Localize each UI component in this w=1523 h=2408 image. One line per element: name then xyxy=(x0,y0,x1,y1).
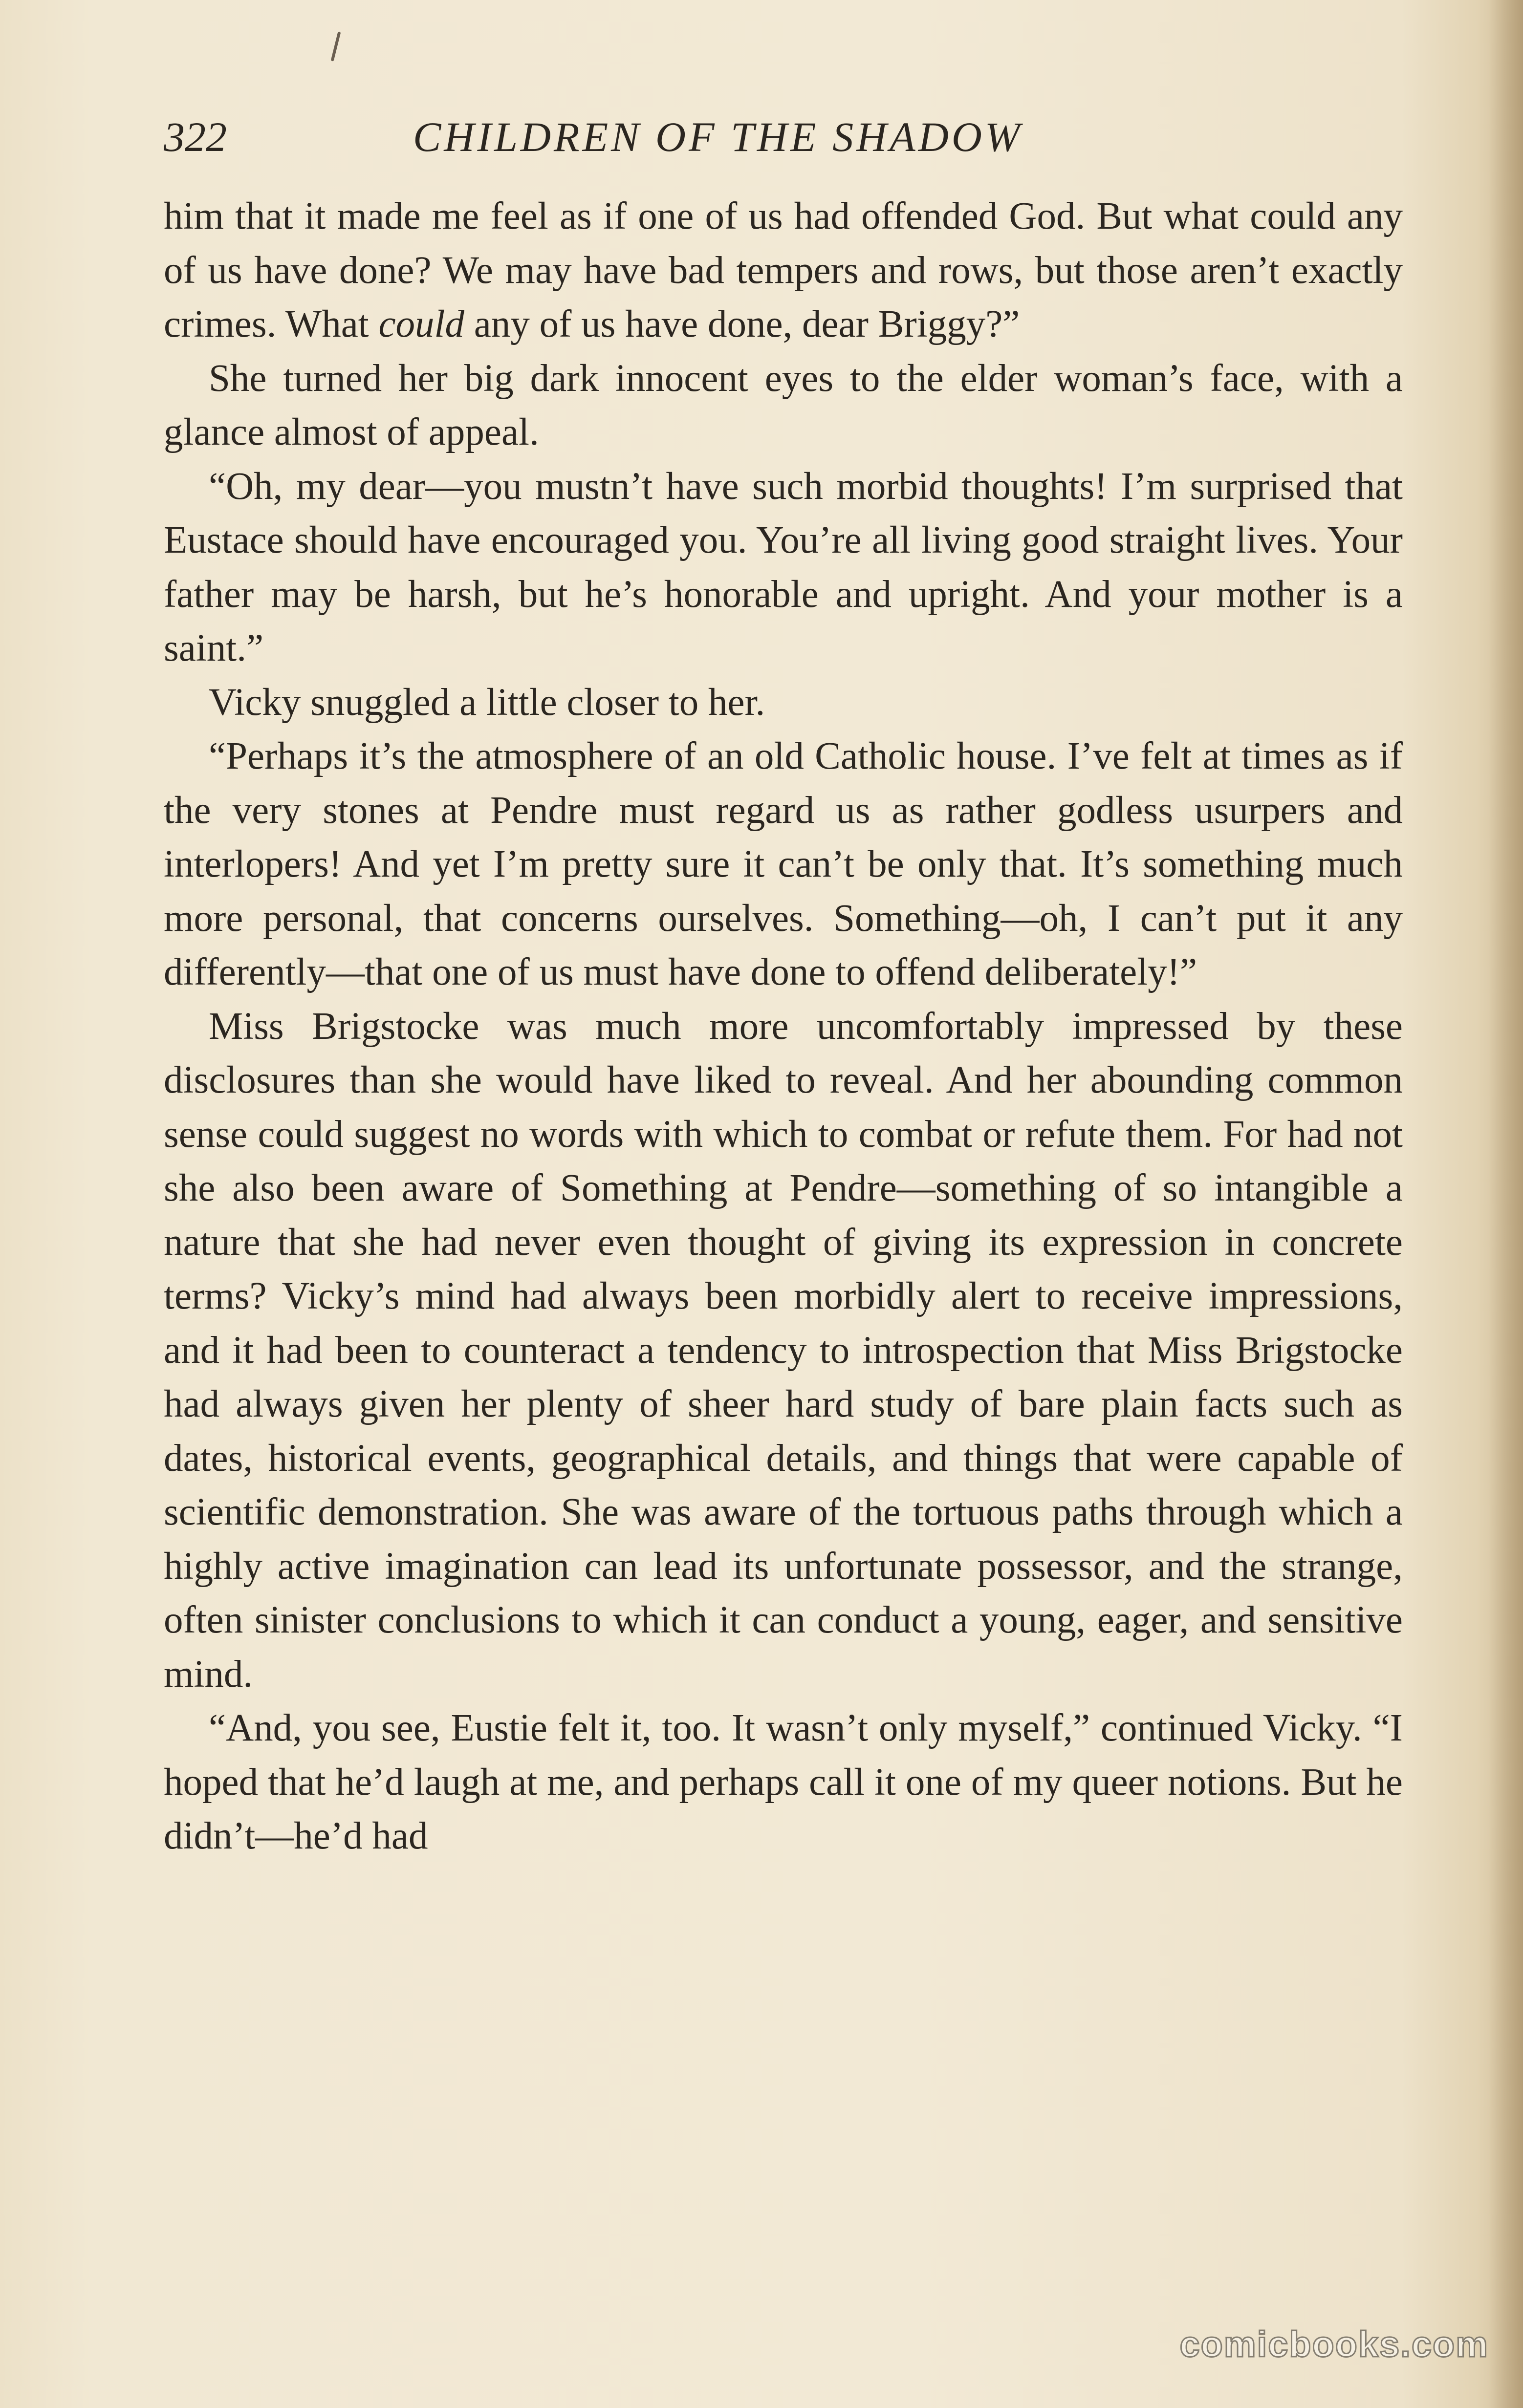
paragraph-1 xyxy=(164,190,1403,352)
watermark: comicbooks.com xyxy=(1179,2324,1489,2365)
paragraph-2: She turned her big dark innocent eyes to the elder woman’s face, with a glance almost of appeal. xyxy=(164,357,1403,453)
paragraph-1-text-end: any of us have done, dear Briggy?” xyxy=(464,303,1020,345)
paragraph-1-text-start: him that it made me feel as if one of us had offended God. But what could any of us have done? We may have bad tempers and rows, but those aren’t exactly crimes. What xyxy=(164,195,1403,345)
paragraph-6: Miss Brigstocke was much more uncomfortably impressed by these disclosures than she would have liked to reveal. And her abounding common sense could suggest no words with which to combat or refute them. For had not she also been aware of Something at Pendre—something of so intangible a nature that she had never even thought of giving its expression in concrete terms? Vicky’s mind had always been morbidly alert to receive impressions, and it had been to counteract a tendency to introspection that Miss Brigstocke had always given her plenty of sheer hard study of bare plain facts such as dates, historical events, geographical details, and things that were capable of scientific demonstration. She was aware of the tortuous paths through which a highly active imagination can lead its unfortunate possessor, and the strange, often sinister conclusions to which it can conduct a young, eager, and sensitive mind. xyxy=(164,1005,1403,1696)
body-text xyxy=(164,190,1403,1864)
paragraph-7: “And, you see, Eustie felt it, too. It wasn’t only myself,” continued Vicky. “I hoped that he’d laugh at me, and perhaps call it one of my queer notions. But he didn’t—he’d had xyxy=(164,1707,1403,1857)
pencil-mark xyxy=(331,31,341,62)
running-head: CHILDREN OF THE SHADOW xyxy=(413,113,1023,160)
paragraph-3: “Oh, my dear—you mustn’t have such morbid thoughts! I’m surprised that Eustace should have encouraged you. You’re all living good straight lives. Your father may be harsh, but he’s honorable and upright. And your mother is a saint.” xyxy=(164,465,1403,669)
page-number: 322 xyxy=(164,113,227,160)
paragraph-4: Vicky snuggled a little closer to her. xyxy=(209,681,765,724)
page-edge-shadow xyxy=(1489,0,1523,2408)
page-header xyxy=(164,105,1403,169)
emphasized-word: could xyxy=(378,303,464,345)
paragraph-5: “Perhaps it’s the atmosphere of an old Catholic house. I’ve felt at times as if the very stones at Pendre must regard us as rather godless usurpers and interlopers! And yet I’m pretty sure it can’t be only that. It’s something much more personal, that concerns ourselves. Something—oh, I can’t put it any differently—that one of us must have done to offend deliberately!” xyxy=(164,735,1403,993)
